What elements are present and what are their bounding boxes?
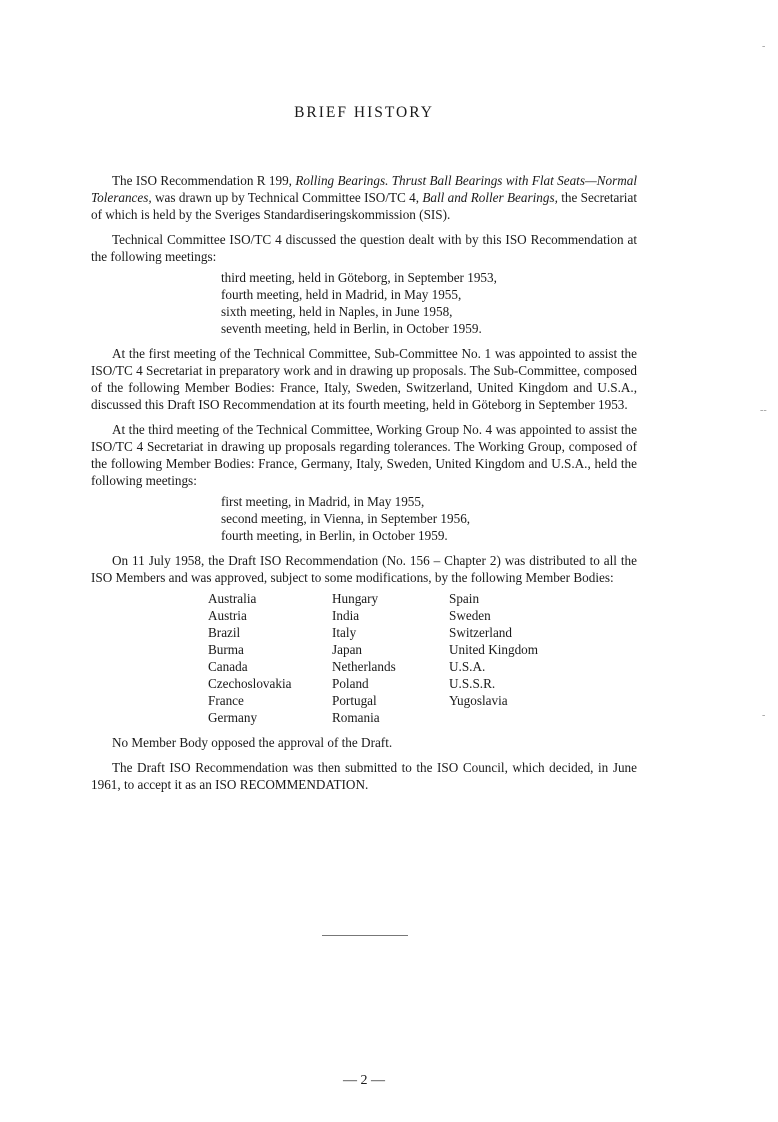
list-item: Germany <box>208 710 258 725</box>
list-item: Hungary <box>332 591 379 606</box>
member-bodies-table <box>208 590 637 726</box>
list-item: Italy <box>332 625 357 640</box>
intro-text-2: was drawn up by Technical Committee ISO/TC 4, <box>151 190 423 205</box>
list-item: Romania <box>332 710 380 725</box>
recommendation-title: Rolling Bearings. Thrust Ball Bearings with Flat Seats—Normal Tolerances, <box>91 173 637 205</box>
list-item: U.S.S.R. <box>449 676 496 691</box>
list-item: fourth meeting, in Berlin, in October 1959. <box>221 528 448 543</box>
page-number: — 2 — <box>343 1073 385 1088</box>
intro-text-3: the Secretariat of which is held by the Sveriges Standardiseringskommission (SIS). <box>91 190 637 222</box>
country-column <box>332 590 449 726</box>
margin-mark: -- <box>760 405 767 416</box>
margin-mark: - <box>762 41 766 52</box>
list-item: Sweden <box>449 608 491 623</box>
intro-text-1: The ISO Recommendation R 199, <box>112 173 296 188</box>
council-paragraph: The Draft ISO Recommendation was then submitted to the ISO Council, which decided, in June 1961, to accept it as an ISO RECOMMENDATION. <box>91 760 637 792</box>
list-item: Australia <box>208 591 257 606</box>
list-item: Yugoslavia <box>449 693 508 708</box>
end-divider <box>322 935 408 936</box>
list-item: U.S.A. <box>449 659 486 674</box>
list-item: first meeting, in Madrid, in May 1955, <box>221 494 425 509</box>
tc-meetings-list <box>221 269 637 337</box>
list-item: fourth meeting, held in Madrid, in May 1955, <box>221 287 462 302</box>
list-item: third meeting, held in Göteborg, in September 1953, <box>221 270 497 285</box>
list-item: India <box>332 608 360 623</box>
list-item: second meeting, in Vienna, in September 1956, <box>221 511 471 526</box>
list-item: United Kingdom <box>449 642 539 657</box>
committee-title: Ball and Roller Bearings, <box>422 190 558 205</box>
working-group-paragraph: At the third meeting of the Technical Committee, Working Group No. 4 was appointed to assist the ISO/TC 4 Secretariat in drawing up proposals regarding tolerances. The Working Group, composed of the following Member Bodies: France, Germany, Italy, Sweden, United Kingdom and U.S.A., held the following meetings: <box>91 422 637 488</box>
list-item: sixth meeting, held in Naples, in June 1958, <box>221 304 453 319</box>
intro-paragraph <box>91 172 637 223</box>
list-item: Brazil <box>208 625 241 640</box>
list-item: Canada <box>208 659 248 674</box>
list-item: Burma <box>208 642 244 657</box>
page-title: BRIEF HISTORY <box>294 104 434 121</box>
document-body <box>91 172 637 801</box>
list-item: France <box>208 693 244 708</box>
list-item: Japan <box>332 642 363 657</box>
wg-meetings-list <box>221 493 637 544</box>
list-item: Czechoslovakia <box>208 676 292 691</box>
list-item: Netherlands <box>332 659 396 674</box>
subcommittee-paragraph: At the first meeting of the Technical Committee, Sub-Committee No. 1 was appointed to assist the ISO/TC 4 Secretariat in preparatory work and in drawing up proposals. The Sub-Committee, composed of the following Member Bodies: France, Italy, Sweden, Switzerland, United Kingdom and U.S.A., discussed this Draft ISO Recommendation at its fourth meeting, held in Göteborg in September 1953. <box>91 346 637 412</box>
list-item: Switzerland <box>449 625 512 640</box>
approval-paragraph: On 11 July 1958, the Draft ISO Recommendation (No. 156 – Chapter 2) was distributed to all the ISO Members and was approved, subject to some modifications, by the following Member Bodies: <box>91 553 637 585</box>
country-column <box>449 590 569 726</box>
list-item: Spain <box>449 591 480 606</box>
list-item: seventh meeting, held in Berlin, in October 1959. <box>221 321 482 336</box>
margin-mark: - <box>762 710 766 721</box>
no-opposition-paragraph: No Member Body opposed the approval of the Draft. <box>112 735 393 750</box>
country-column <box>208 590 332 726</box>
list-item: Portugal <box>332 693 377 708</box>
list-item: Poland <box>332 676 369 691</box>
meetings-paragraph: Technical Committee ISO/TC 4 discussed the question dealt with by this ISO Recommendation at the following meetings: <box>91 232 637 264</box>
list-item: Austria <box>208 608 247 623</box>
